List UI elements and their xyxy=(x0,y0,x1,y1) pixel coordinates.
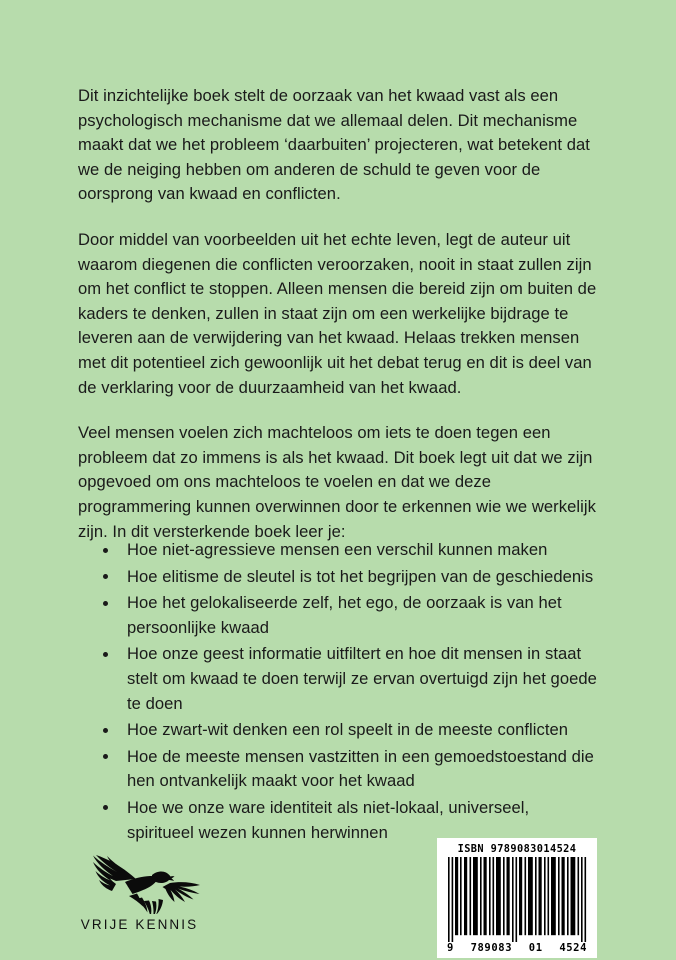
list-item-label: Hoe elitisme de sleutel is tot het begrijpen van de geschiedenis xyxy=(127,566,594,586)
list-item-label: Hoe de meeste mensen vastzitten in een gemoedstoestand die hen ontvankelijk maakt voor het kwaad xyxy=(127,746,594,791)
bullet-dot-icon xyxy=(103,805,108,810)
list-item xyxy=(100,565,600,590)
list-item-label: Hoe niet-agressieve mensen een verschil kunnen maken xyxy=(127,540,548,559)
barcode-digit-group-2: 789083 xyxy=(470,942,513,954)
barcode-bars xyxy=(446,857,588,942)
publisher-name: VRIJE KENNIS xyxy=(80,917,199,932)
feature-bullet-list xyxy=(100,538,600,847)
barcode-digit-group-1: 9 xyxy=(447,942,454,954)
bullet-dot-icon xyxy=(103,601,108,606)
list-item-label: Hoe we onze ware identiteit als niet-lokaal, universeel, spiritueel wezen kunnen herwinnen xyxy=(127,797,530,842)
isbn-label: ISBN 9789083014524 xyxy=(457,843,577,855)
bullet-dot-icon xyxy=(103,754,108,759)
barcode-digit-group-4: 4524 xyxy=(559,942,587,954)
list-item-label: Hoe onze geest informatie uitfiltert en hoe dit mensen in staat stelt om kwaad te doen terwijl ze ervan overtuigd zijn het goede te doen xyxy=(127,644,597,713)
bullet-dot-icon xyxy=(103,652,108,657)
blurb-paragraph-1: Dit inzichtelijke boek stelt de oorzaak van het kwaad vast als een psychologisch mechanisme dat we allemaal delen. Dit mechanisme maakt dat we het probleem ‘daarbuiten’ projecteren, wat betekent dat we de neiging hebben om anderen de schuld te geven voor de oorsprong van kwaad en conflicten. xyxy=(78,86,590,204)
eagle-bird-icon xyxy=(77,844,202,914)
bullet-dot-icon xyxy=(103,548,108,553)
list-item xyxy=(100,591,600,640)
bullet-dot-icon xyxy=(103,728,108,733)
list-item-label: Hoe zwart-wit denken een rol speelt in de meeste conflicten xyxy=(127,720,569,740)
publisher-logo xyxy=(72,844,207,932)
blurb-paragraph-2: Door middel van voorbeelden uit het echte leven, legt de auteur uit waarom diegenen die conflicten veroorzaken, nooit in staat zullen zijn om het conflict te stoppen. Alleen mensen die bereid zijn om buiten de kaders te denken, zullen in staat zijn om een werkelijke bijdrage te leveren aan de verwijdering van het kwaad. Helaas trekken mensen met dit potentieel zich gewoonlijk uit het debat terug en dit is deel van de verklaring voor de duurzaamheid van het kwaad. xyxy=(78,229,597,397)
barcode-digit-group-3: 01 xyxy=(528,942,543,954)
bullet-dot-icon xyxy=(103,574,108,579)
list-item xyxy=(100,745,600,794)
list-item-label: Hoe het gelokaliseerde zelf, het ego, de oorzaak is van het persoonlijke kwaad xyxy=(127,593,562,637)
barcode-digits xyxy=(446,942,588,954)
list-item xyxy=(100,642,600,716)
blurb-paragraph-3: Veel mensen voelen zich machteloos om iets te doen tegen een probleem dat zo immens is als het kwaad. Dit boek legt uit dat we zijn opgevoed om ons machteloos te voelen en dat we deze programmering kunnen overwinnen door te erkennen wie we werkelijk zijn. In dit versterkende boek leer je: xyxy=(78,423,596,541)
blurb-text-block xyxy=(78,84,598,544)
list-item xyxy=(100,538,600,563)
isbn-barcode xyxy=(437,838,597,958)
list-item xyxy=(100,718,600,743)
